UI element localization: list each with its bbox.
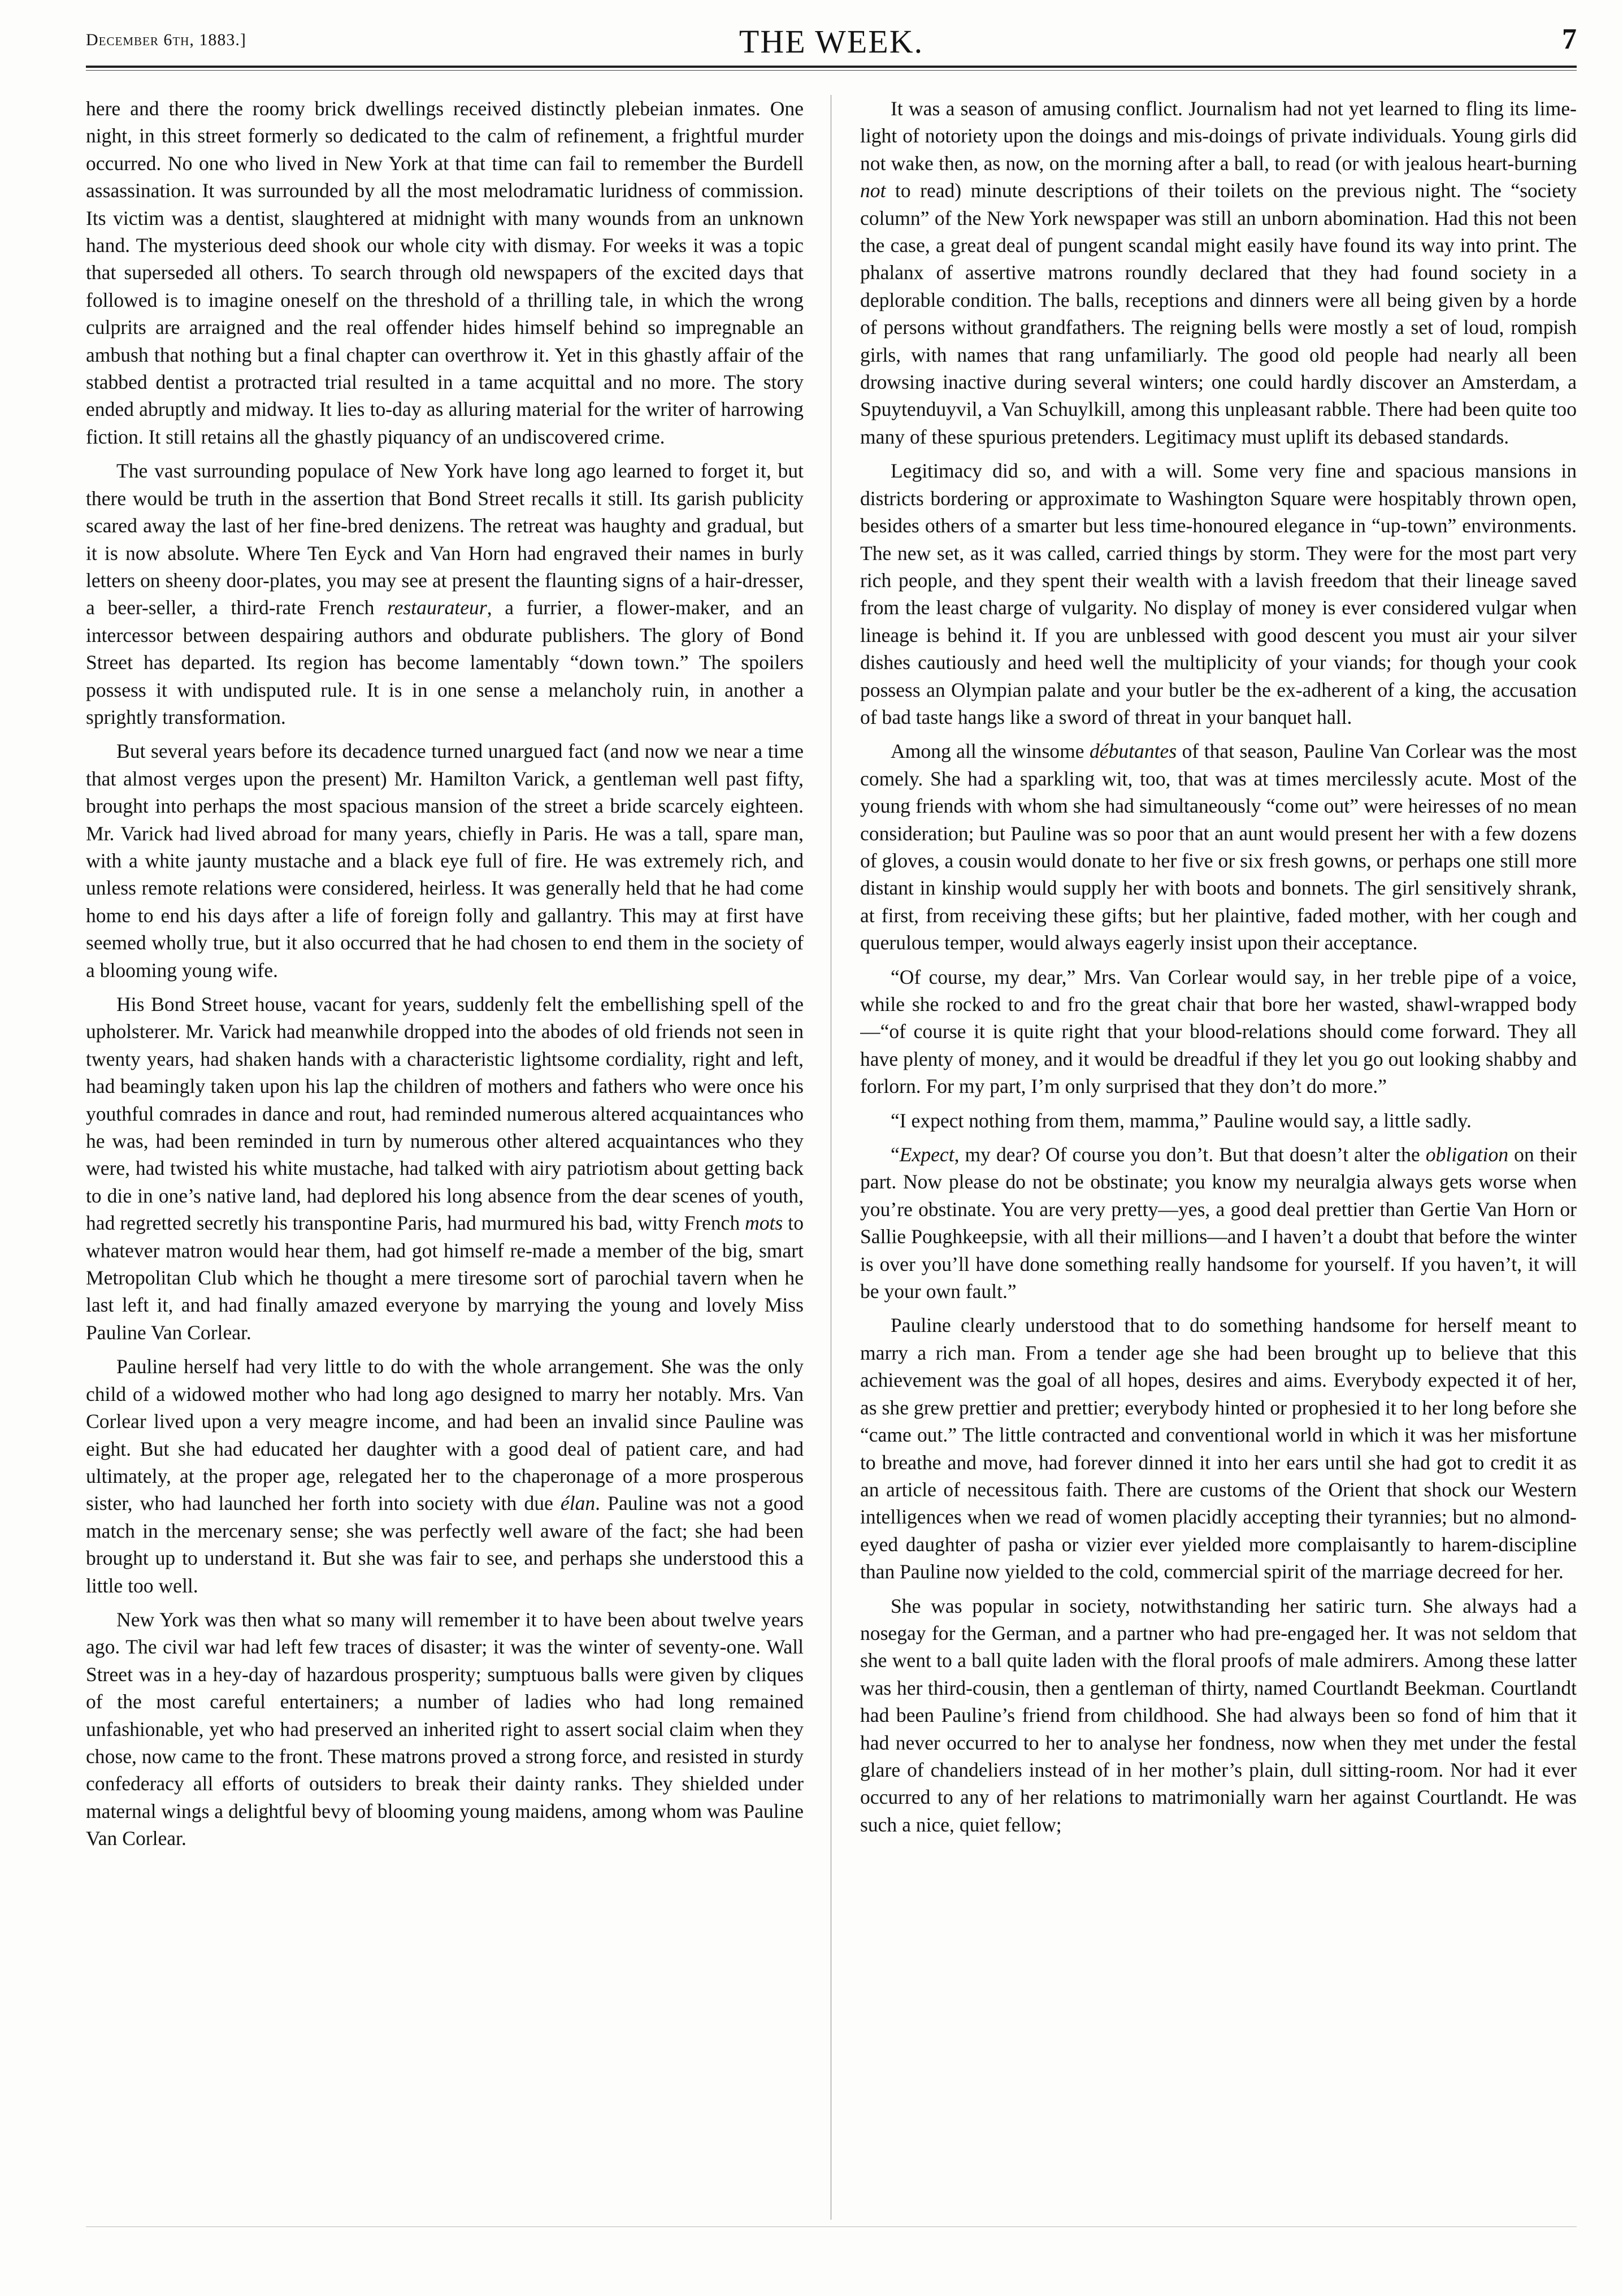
paragraph-text: of that season, Pauline Van Corlear was the most comely. She had a sparkling wit, too, that was at times mercilessly acute. Most of the young friends with whom she had simultaneously “come out” were heiresses of no mean consideration; but Pauline was so poor that an aunt would present her with a few dozens of gloves, a cousin would donate to her five or six fresh gowns, or perhaps one still more distant in kinship would supply her with boots and bonnets. The girl sensitively shrank, at first, from receiving these gifts; but her plaintive, faded mother, with her cough and querulous temper, would always eagerly insist upon their acceptance. — [860, 740, 1577, 954]
paragraph-text: New York was then what so many will remember it to have been about twelve years ago. The civil war had left few traces of disaster; it was the winter of seventy-one. Wall Street was in a hey-day of hazardous prosperity; sumptuous balls were given by cliques of the most careful entertainers; a number of ladies who had long remained unfashionable, yet who had preserved an inherited right to assert social claim when they chose, now came to the front. These matrons proved a strong force, and resisted in sturdy confederacy all efforts of outsiders to break their dainty ranks. They shielded under maternal wings a delightful bevy of blooming young maidens, among whom was Pauline Van Corlear. — [86, 1608, 804, 1850]
page-number: 7 — [1562, 23, 1577, 55]
paragraph-text: But several years before its decadence turned unargued fact (and now we near a time that almost verges upon the present) Mr. Hamilton Varick, a gentleman well past fifty, brought into perhaps the most spacious mansion of the street a bride scarcely eighteen. Mr. Varick had lived abroad for many years, chiefly in Paris. He was a tall, spare man, with a white jaunty mustache and a black eye full of fire. He was extremely rich, and unless remote relations were considered, heirless. It was generally held that he had come home to end his days after a life of foreign folly and gallantry. This may at first have seemed wholly true, but it also occurred that he had chosen to end them in the society of a blooming young wife. — [86, 740, 804, 982]
paragraph-text: The vast surrounding populace of New York have long ago learned to forget it, but there would be truth in the assertion that Bond Street recalls it still. Its garish publicity scared away the last of her fine-bred denizens. The retreat was haughty and gradual, but it is now absolute. Where Ten Eyck and Van Horn had engraved their names in burly letters on sheeny door-plates, you may see at present the flaunting signs of a hair-dresser, a beer-seller, a third-rate French — [86, 459, 804, 619]
right-column — [860, 95, 1577, 2208]
quote-mark: “ — [891, 1143, 900, 1166]
paragraph — [86, 457, 804, 731]
italic-text: mots — [745, 1212, 783, 1235]
italic-text: not — [860, 179, 886, 202]
paragraph — [860, 1312, 1577, 1585]
paragraph-text: , my dear? Of course you don’t. But that doesn’t alter the — [954, 1143, 1426, 1166]
paragraph — [86, 737, 804, 984]
publication-title: THE WEEK. — [739, 23, 924, 60]
paragraph-text: to whatever matron would hear them, had got himself re-made a member of the big, smart Metropolitan Club which he thought a mere tiresome sort of parochial tavern when he last left it, and had finally amazed everyone by marrying the young and lovely Miss Pauline Van Corlear. — [86, 1212, 804, 1344]
paragraph-text: Legitimacy did so, and with a will. Some very fine and spacious mansions in districts bordering or approximate to Washington Square were hospitably thrown open, besides others of a smarter but less time-honoured elegance in “up-town” environments. The new set, as it was called, carried things by storm. They were for the most part very rich people, and they spent their wealth with a lavish freedom that their lineage saved from the least charge of vulgarity. No display of money is ever considered vulgar when lineage is behind it. If you are unblessed with good descent you must air your silver dishes cautiously and heed well the multiplicity of your viands; for though your cook possess an Olympian palate and your butler be the ex-adherent of a king, the accusation of bad taste hangs like a sword of threat in your banquet hall. — [860, 459, 1577, 728]
header-rule-thick — [86, 66, 1577, 68]
header-rule-thin — [86, 70, 1577, 71]
italic-text: débutantes — [1090, 740, 1177, 763]
paragraph-text: His Bond Street house, vacant for years, suddenly felt the embellishing spell of the upholsterer. Mr. Varick had meanwhile dropped into the abodes of old friends not seen in twenty years, had shaken hands with a characteristic lightsome cordiality, right and left, had beamingly taken upon his lap the children of mothers and fathers who were once his youthful comrades in dance and rout, had reminded numerous altered acquaintances who he was, had been reminded in turn by numerous other altered acquaintances who they were, had twisted his white mustache, had talked with airy patriotism about getting back to die in one’s native land, had deplored his long absence from the dear scenes of youth, had regretted secretly his transpontine Paris, had murmured his bad, witty French — [86, 993, 804, 1235]
paragraph — [86, 1606, 804, 1852]
italic-text: élan — [560, 1492, 596, 1515]
paragraph-text: Among all the winsome — [891, 740, 1090, 763]
paragraph — [86, 1353, 804, 1599]
italic-text: Expect — [899, 1143, 954, 1166]
paragraph-text: , a furrier, a flower-maker, and an intercessor between despairing authors and obdurate publishers. The glory of Bond Street has departed. Its region has become lamentably “down town.” The spoilers possess it with undisputed rule. It is in one sense a melancholy ruin, in another a sprightly transformation. — [86, 596, 804, 728]
paragraph — [860, 1141, 1577, 1305]
paragraph-text: on their part. Now please do not be obstinate; you know my neuralgia always gets worse when you’re obstinate. You are very pretty—yes, a good deal prettier than Gertie Van Horn or Sallie Poughkeepsie, with all their millions—and I haven’t a doubt that before the winter is over you’ll have done something really handsome for yourself. If you haven’t, it will be your own fault.” — [860, 1143, 1577, 1303]
paragraph — [860, 95, 1577, 450]
issue-date: December 6th, 1883.] — [86, 31, 246, 49]
paragraph-text: Pauline clearly understood that to do something handsome for herself meant to marry a rich man. From a tender age she had been brought up to believe that this achievement was the goal of all hopes, desires and aims. Everybody expected it of her, as she grew prettier and prettier; everybody hinted or prophesied it to her long before she “came out.” The little contracted and conventional world in which it was her misfortune to breathe and move, had forever dinned it into her ears until she had got to credit it as an article of necessitous faith. There are customs of the Orient that shock our Western intelligences when we read of women placidly accepting their tyrannies; but no almond-eyed daughter of pasha or vizier ever yielded more complaisantly to harem-discipline than Pauline now yielded to the cold, commercial spirit of the marriage decreed for her. — [860, 1314, 1577, 1583]
paragraph — [860, 963, 1577, 1100]
paragraph — [86, 95, 804, 450]
paragraph — [860, 737, 1577, 956]
left-column — [86, 95, 804, 2208]
paragraph — [860, 1107, 1577, 1134]
italic-text: obligation — [1425, 1143, 1509, 1166]
page-header — [86, 23, 1577, 68]
paragraph-text: here and there the roomy brick dwellings received distinctly plebeian inmates. One night, in this street formerly so dedicated to the calm of refinement, a frightful murder occurred. No one who lived in New York at that time can fail to remember the Burdell assassination. It was surrounded by all the most melodramatic luridness of commission. Its victim was a dentist, slaughtered at midnight with many wounds from an unknown hand. The mysterious deed shook our whole city with dismay. For weeks it was a topic that superseded all others. To search through old newspapers of the excited days that followed is to imagine oneself on the threshold of a thrilling tale, in which the wrong culprits are arraigned and the real offender hides himself behind so impregnable an ambush that nothing but a final chapter can overthrow it. Yet in this ghastly affair of the stabbed dentist a protracted trial resulted in a tame acquittal and no more. The story ended abruptly and midway. It lies to-day as alluring material for the writer of harrowing fiction. It still retains all the ghastly piquancy of an undiscovered crime. — [86, 97, 804, 448]
paragraph-text: to read) minute descriptions of their toilets on the previous night. The “society column” of the New York newspaper was still an unborn abomination. Had this not been the case, a great deal of pungent scandal might easily have found its way into print. The phalanx of assertive matrons roundly declared that they had found society in a deplorable condition. The balls, receptions and dinners were all being given by a horde of persons without grandfathers. The reigning bells were mostly a set of loud, rompish girls, with names that rang unfamiliarly. The good old people had nearly all been drowsing inactive during several winters; one could hardly discover an Amsterdam, a Spuytenduyvil, a Van Schuylkill, among this unpleasant rabble. There had been quite too many of these spurious pretenders. Legitimacy must uplift its debased standards. — [860, 179, 1577, 448]
paragraph — [86, 991, 804, 1346]
paragraph-text: Pauline herself had very little to do with the whole arrangement. She was the only child of a widowed mother who had long ago designed to marry her notably. Mrs. Van Corlear lived upon a very meagre income, and had been an invalid since Pauline was eight. But she had educated her daughter with a good deal of patient care, and had ultimately, at the proper age, relegated her to the chaperonage of a more prosperous sister, who had launched her forth into society with due — [86, 1355, 804, 1515]
paragraph — [860, 1592, 1577, 1839]
paragraph-text: It was a season of amusing conflict. Journalism had not yet learned to fling its lime-light of notoriety upon the doings and mis-doings of private individuals. Young girls did not wake then, as now, on the morning after a ball, to read (or with jealous heart-burning — [860, 97, 1577, 175]
paragraph-text: “Of course, my dear,” Mrs. Van Corlear would say, in her treble pipe of a voice, while she rocked to and fro the great chair that bore her wasted, shawl-wrapped body—“of course it is quite right that your blood-relations should come forward. They all have plenty of money, and it would be dreadful if they let you go out looking shabby and forlorn. For my part, I’m only surprised that they don’t do more.” — [860, 965, 1577, 1098]
italic-text: restaurateur — [387, 596, 487, 619]
paragraph-text: . Pauline was not a good match in the mercenary sense; she was perfectly well aware of the fact; she had been brought up to understand it. But she was fair to see, and perhaps she understood this a little too well. — [86, 1492, 804, 1597]
paragraph-text: She was popular in society, notwithstanding her satiric turn. She always had a nosegay for the German, and a partner who had pre-engaged her. It was not seldom that she went to a ball quite laden with the floral proofs of male admirers. Among these latter was her third-cousin, then a gentleman of thirty, named Courtlandt Beekman. Courtlandt had been Pauline’s friend from childhood. She had always been so fond of him that it had never occurred to her to analyse her fondness, now when they met under the festal glare of chandeliers instead of in her mother’s plain, dull sitting-room. Nor had it ever occurred to any of her relations to matrimonially warn her against Courtlandt. He was such a nice, quiet fellow; — [860, 1594, 1577, 1836]
paragraph-text: “I expect nothing from them, mamma,” Pauline would say, a little sadly. — [891, 1109, 1472, 1132]
paragraph — [860, 457, 1577, 731]
footer-rule — [86, 2226, 1577, 2227]
